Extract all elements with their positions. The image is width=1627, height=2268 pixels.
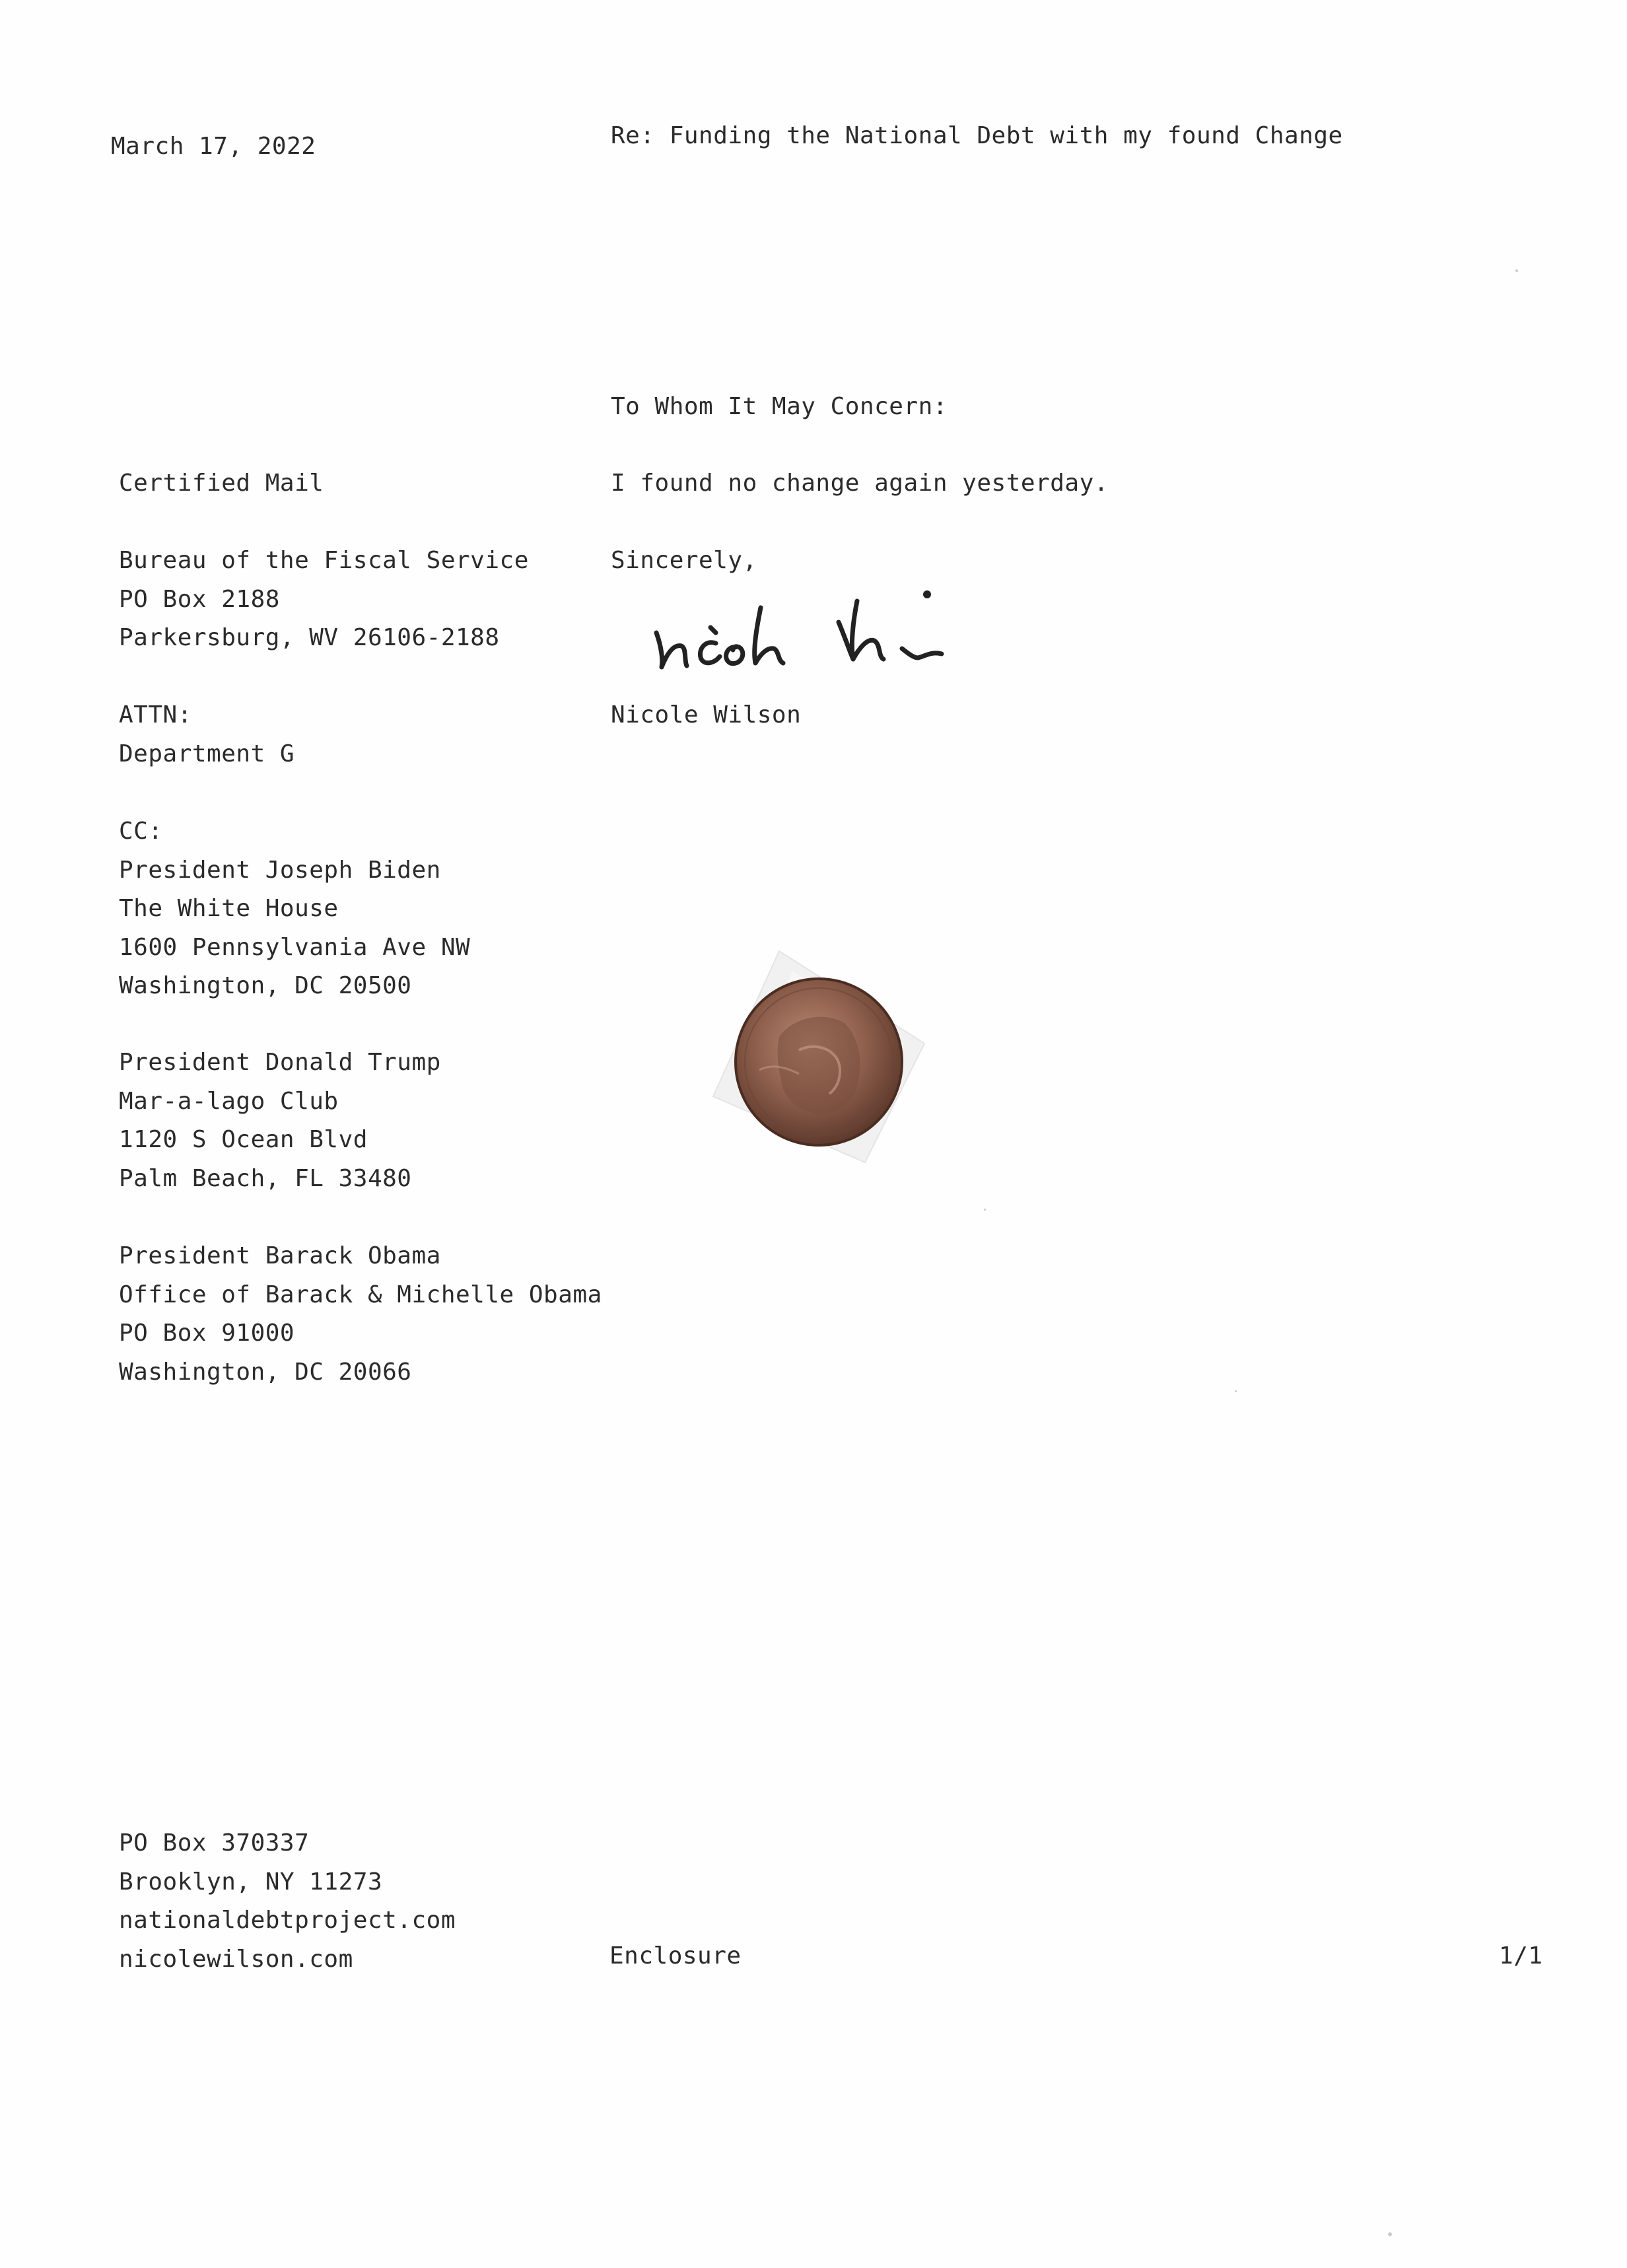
handwritten-signature-icon [647,581,977,687]
letter-subject: Re: Funding the National Debt with my found Change [611,122,1343,149]
cc-line: President Joseph Biden [119,856,441,884]
enclosure-label: Enclosure [609,1942,742,1969]
closing: Sincerely, [611,547,757,574]
cc-recipient [119,1237,602,1392]
scan-speck [1515,269,1518,272]
cc-line: PO Box 91000 [119,1320,295,1347]
penny-coin-icon [700,938,938,1176]
delivery-method: Certified Mail [119,470,324,497]
cc-recipient [119,1044,441,1198]
scan-speck [1235,1390,1237,1392]
cc-line: President Barack Obama [119,1242,441,1269]
signer-name: Nicole Wilson [611,701,802,728]
cc-line: President Donald Trump [119,1049,441,1076]
cc-line: Washington, DC 20500 [119,972,412,999]
sender-line: Brooklyn, NY 11273 [119,1868,383,1896]
cc-line: 1120 S Ocean Blvd [119,1126,368,1153]
cc-block [119,812,470,1006]
cc-line: 1600 Pennsylvania Ave NW [119,933,471,961]
cc-line: Palm Beach, FL 33480 [119,1164,412,1192]
letter-body: I found no change again yesterday. [611,470,1109,497]
scan-speck [984,1209,986,1211]
scan-speck [1388,2232,1392,2236]
cc-line: Washington, DC 20066 [119,1358,412,1386]
address-line: Bureau of the Fiscal Service [119,547,529,574]
attn-department: Department G [119,740,295,767]
salutation: To Whom It May Concern: [611,393,948,420]
page-number: 1/1 [1499,1942,1543,1969]
sender-website: nationaldebtproject.com [119,1907,456,1934]
attention-block [119,696,294,773]
sender-address [119,1824,456,1979]
letter-date: March 17, 2022 [111,133,316,160]
address-line: Parkersburg, WV 26106-2188 [119,624,500,651]
attn-label: ATTN: [119,701,192,728]
sender-website: nicolewilson.com [119,1945,353,1973]
sender-line: PO Box 370337 [119,1829,310,1857]
recipient-address [119,542,529,658]
cc-line: The White House [119,895,339,922]
cc-label: CC: [119,818,163,845]
cc-line: Office of Barack & Michelle Obama [119,1281,602,1308]
cc-line: Mar-a-lago Club [119,1087,339,1115]
address-line: PO Box 2188 [119,585,280,613]
